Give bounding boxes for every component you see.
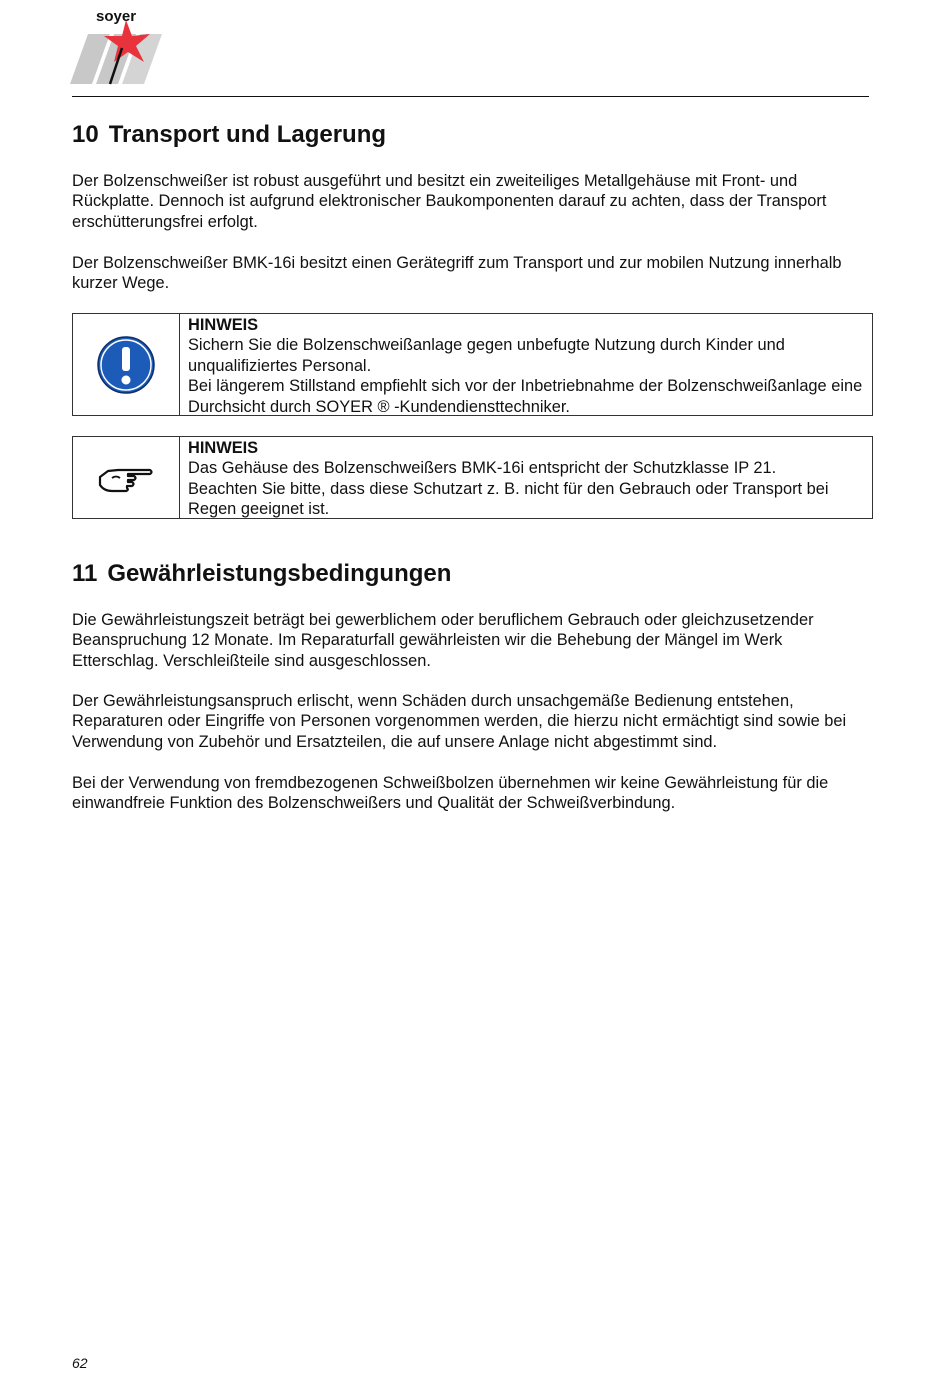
section-11-paragraph-3: Bei der Verwendung von fremdbezogenen Schweißbolzen übernehmen wir keine Gewährleistung für die einwandfreie Funktion des Bolzenschweißers und Qualität der Schweißverbindung. xyxy=(72,774,829,813)
note-text: Das Gehäuse des Bolzenschweißers BMK-16i entspricht der Schutzklasse IP 21. xyxy=(188,459,777,478)
note-text: Bei längerem Stillstand empfiehlt sich vor der Inbetriebnahme der Bolzenschweißanlage eine Durchsicht durch SOYER ® -Kundendiensttechniker. xyxy=(188,377,863,416)
logo-wordmark: soyer xyxy=(96,8,137,25)
section-title: Gewährleistungsbedingungen xyxy=(107,560,452,587)
soyer-logo xyxy=(70,6,166,86)
section-11-heading xyxy=(72,559,872,589)
section-10-paragraph-2: Der Bolzenschweißer BMK-16i besitzt einen Gerätegriff zum Transport und zur mobilen Nutzung innerhalb kurzer Wege. xyxy=(72,254,842,293)
section-11-paragraph-1: Die Gewährleistungszeit beträgt bei gewerblichem oder beruflichem Gebrauch oder gleichzusetzender Beanspruchung 12 Monate. Im Reparaturfall gewährleisten wir die Behebung der Mängel im Werk Etterschlag. Verschleißteile sind ausgeschlossen. xyxy=(72,611,814,670)
note-box-hint xyxy=(72,436,873,519)
section-11-paragraph-2: Der Gewährleistungsanspruch erlischt, wenn Schäden durch unsachgemäße Bedienung entstehen, Reparaturen oder Eingriffe von Personen vorgenommen werden, die hierzu nicht ermächtigt sind sowie bei Verwendung von Zubehör und Ersatzteilen, die auf unsere Anlage nicht abgestimmt sind. xyxy=(72,692,847,751)
section-title: Transport und Lagerung xyxy=(108,121,387,148)
note-box-mandatory xyxy=(72,313,873,416)
note-text: Sichern Sie die Bolzenschweißanlage gegen unbefugte Nutzung durch Kinder und unqualifiziertes Personal. xyxy=(188,336,785,375)
note-label: HINWEIS xyxy=(188,316,259,334)
note-text: Beachten Sie bitte, dass diese Schutzart z. B. nicht für den Gebrauch oder Transport bei Regen geeignet ist. xyxy=(188,479,829,519)
exclamation-mandatory-icon xyxy=(96,335,156,395)
pointing-hand-icon xyxy=(98,461,154,495)
section-10-paragraph-1: Der Bolzenschweißer ist robust ausgeführt und besitzt ein zweiteiliges Metallgehäuse mit Front- und Rückplatte. Dennoch ist aufgrund elektronischer Baukomponenten darauf zu achten, dass der Transport erschütterungsfrei erfolgt. xyxy=(72,172,827,231)
section-10-heading xyxy=(72,120,872,150)
page-number: 62 xyxy=(72,1355,88,1371)
header-rule xyxy=(72,96,869,97)
section-number: 11 xyxy=(72,560,98,587)
section-number: 10 xyxy=(72,121,99,148)
note-label: HINWEIS xyxy=(188,439,259,457)
